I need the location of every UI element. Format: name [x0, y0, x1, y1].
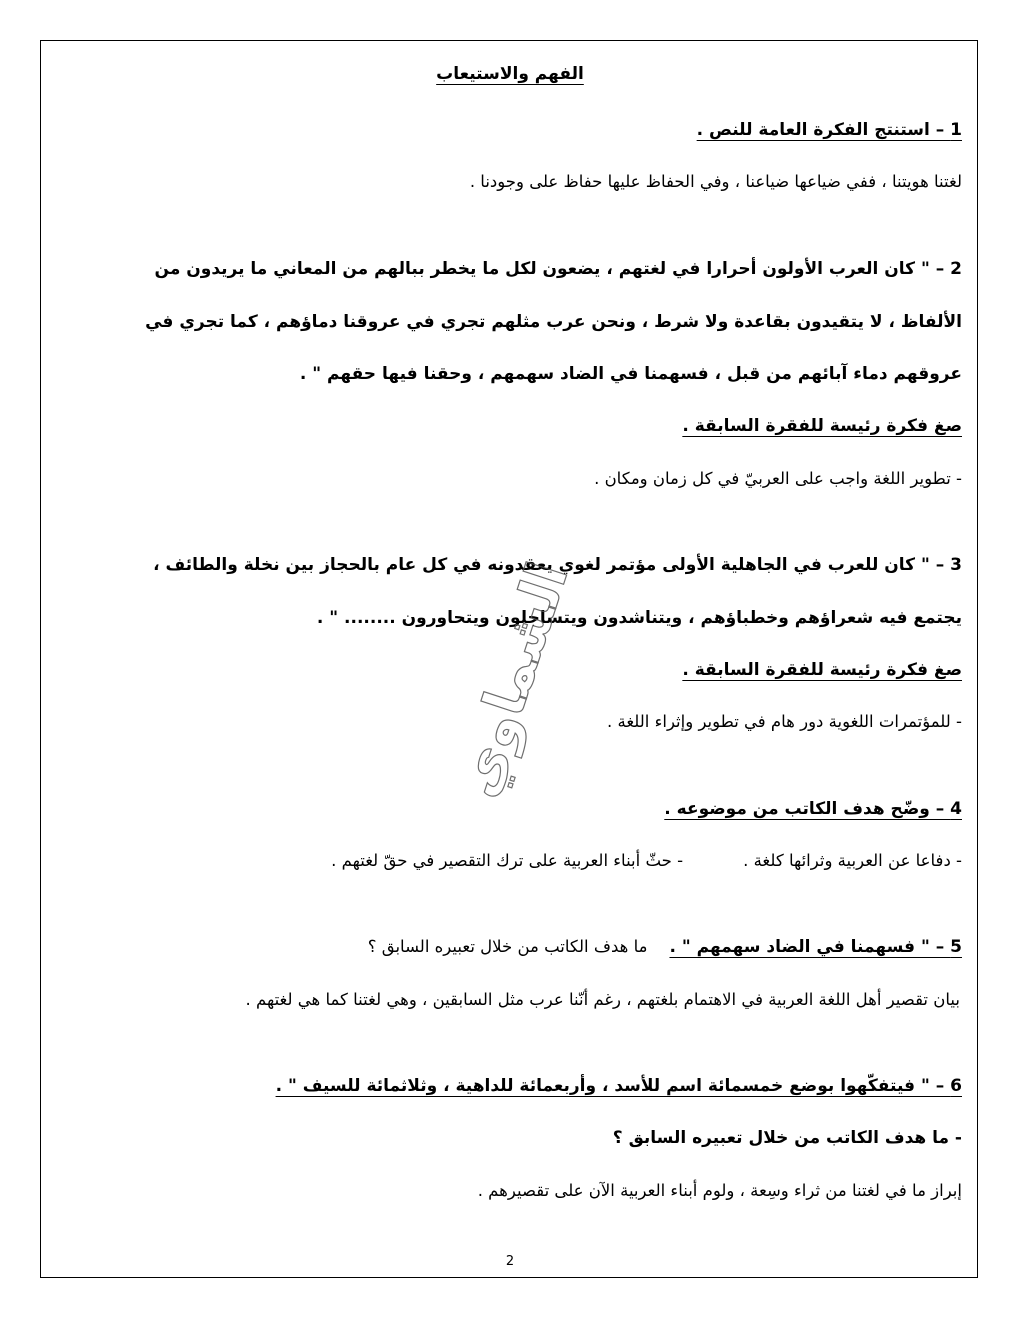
answer-4a: - دفاعا عن العربية وثرائها كلغة .	[743, 851, 962, 870]
answer-4b: - حثّ أبناء العربية على ترك التقصير في حقّ لغتهم .	[331, 851, 684, 870]
answer-4	[331, 849, 962, 873]
question-5-text: ما هدف الكاتب من خلال تعبيره السابق ؟	[367, 937, 648, 956]
passage-2-line-1: 2 – " كان العرب الأولون أحرارا في لغتهم ، يضعون لكل ما يخطر ببالهم من المعاني ما يريدون من	[154, 259, 962, 279]
question-4: 4 – وضّح هدف الكاتب من موضوعه .	[664, 799, 962, 819]
question-5	[368, 935, 962, 959]
passage-2-line-2: الألفاظ ، لا يتقيدون بقاعدة ولا شرط ، ونحن عرب مثلهم تجري في عروقنا دماؤهم ، كما تجري في	[145, 312, 962, 332]
question-1: 1 – استنتج الفكرة العامة للنص .	[696, 120, 962, 140]
page-number: 2	[505, 1254, 515, 1269]
answer-2: - تطوير اللغة واجب على العربيّ في كل زمان ومكان .	[594, 469, 962, 488]
answer-5: بيان تقصير أهل اللغة العربية في الاهتمام بلغتهم ، رغم أنّنا عرب مثل السابقين ، وهي لغتنا كما هي لغتهم .	[245, 990, 960, 1009]
page-title: الفهم والاستيعاب	[436, 64, 584, 84]
passage-3-line-2: يجتمع فيه شعراؤهم وخطباؤهم ، ويتناشدون ويتساجلون ويتحاورون ........ " .	[316, 608, 962, 628]
quote-5: 5 – " فسهمنا في الضاد سهمهم " .	[669, 937, 962, 957]
quote-6: 6 – " فيتفكّهوا بوضع خمسمائة اسم للأسد ، وأربعمائة للداهية ، وثلاثمائة للسيف " .	[275, 1076, 962, 1096]
answer-6: إبراز ما في لغتنا من ثراء وسِعة ، ولوم أبناء العربية الآن على تقصيرهم .	[477, 1181, 962, 1200]
passage-3-line-1: 3 – " كان للعرب في الجاهلية الأولى مؤتمر لغوي يعقدونه في كل عام بالحجاز بين نخلة والطائف ،	[153, 555, 962, 575]
answer-3: - للمؤتمرات اللغوية دور هام في تطوير وإثراء اللغة .	[607, 712, 962, 731]
question-6: - ما هدف الكاتب من خلال تعبيره السابق ؟	[612, 1128, 962, 1148]
watermark: الشماوي	[444, 554, 582, 805]
answer-1: لغتنا هويتنا ، ففي ضياعها ضياعنا ، وفي الحفاظ عليها حفاظ على وجودنا .	[469, 172, 962, 191]
question-3: صغ فكرة رئيسة للفقرة السابقة .	[682, 660, 962, 680]
question-2: صغ فكرة رئيسة للفقرة السابقة .	[682, 416, 962, 436]
passage-2-line-3: عروقهم دماء آبائهم من قبل ، فسهمنا في الضاد سهمهم ، وحقنا فيها حقهم " .	[299, 364, 962, 384]
